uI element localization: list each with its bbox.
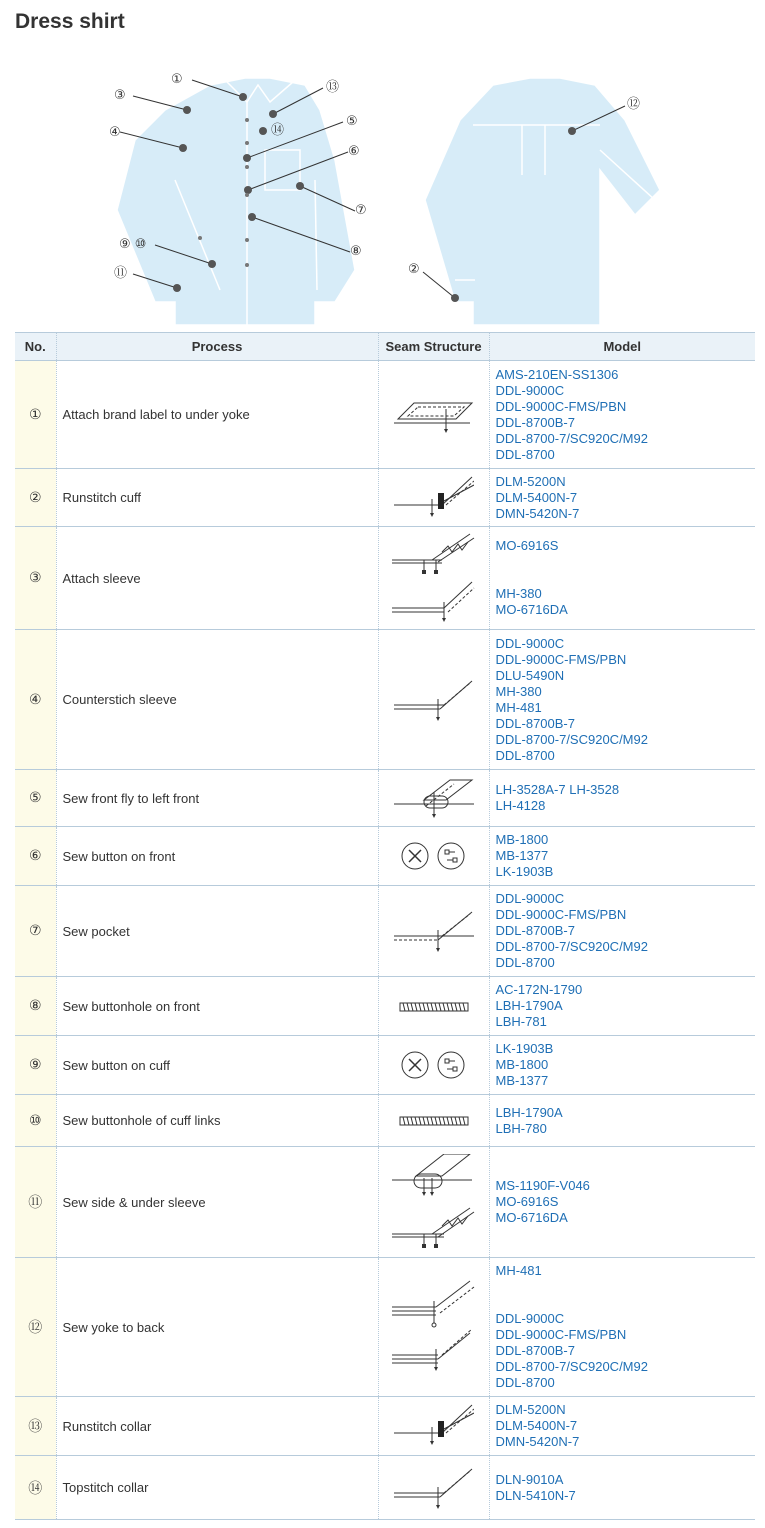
model-cell <box>489 1397 755 1456</box>
callout-4: ④ <box>109 125 121 140</box>
model-link[interactable]: DLN-5410N-7 <box>495 1487 576 1503</box>
row-process: Attach brand label to under yoke <box>56 361 378 469</box>
callout-9-10: ⑨ ⑩ <box>119 237 147 252</box>
model-cell <box>489 770 755 827</box>
model-link[interactable]: MH-481 <box>495 1263 542 1278</box>
model-link[interactable]: DDL-8700 <box>495 747 555 763</box>
callout-12: ⑫ <box>627 97 641 112</box>
buttonhole-icon <box>399 1000 469 1014</box>
model-link[interactable]: MB-1800 <box>495 832 549 847</box>
button-icon <box>399 1050 469 1080</box>
table-header-row <box>15 333 755 361</box>
table-row <box>15 361 755 469</box>
row-process: Counterstich sleeve <box>56 630 378 770</box>
model-link[interactable]: DDL-8700 <box>495 955 555 970</box>
model-cell <box>489 527 755 630</box>
model-link[interactable]: DDL-8700B-7 <box>495 1343 575 1358</box>
model-link[interactable]: MH-481 <box>495 699 542 715</box>
model-link[interactable]: LBH-780 <box>495 1120 547 1136</box>
row-process: Sew pocket <box>56 886 378 977</box>
model-link[interactable]: DLN-9010A <box>495 1471 564 1487</box>
row-no: ① <box>15 361 56 469</box>
seam-cell <box>378 1397 489 1456</box>
table-row <box>15 527 755 630</box>
header-process: Process <box>56 333 378 361</box>
callout-13: ⑬ <box>326 80 340 95</box>
seam-cell <box>378 469 489 527</box>
row-process: Sew yoke to back <box>56 1258 378 1397</box>
row-no: ⑬ <box>15 1397 56 1456</box>
seam-cell <box>378 527 489 630</box>
model-link[interactable]: MS-1190F-V046 <box>495 1178 590 1193</box>
model-link[interactable]: LH-3528A-7 LH-3528 <box>495 782 620 797</box>
model-link[interactable]: DLM-5200N <box>495 473 566 489</box>
model-link[interactable]: AMS-210EN-SS1306 <box>495 366 619 382</box>
model-cell <box>489 469 755 527</box>
overlock-and-felled-seam-icon <box>392 532 476 624</box>
model-link[interactable]: LBH-781 <box>495 1014 547 1029</box>
model-link[interactable]: LK-1903B <box>495 864 554 879</box>
topstitch-seam-icon <box>394 1465 474 1511</box>
header-seam: Seam Structure <box>378 333 489 361</box>
row-process: Sew button on cuff <box>56 1036 378 1095</box>
model-link[interactable]: LK-1903B <box>495 1041 554 1056</box>
row-no: ⑨ <box>15 1036 56 1095</box>
row-no: ⑪ <box>15 1147 56 1258</box>
runstitch-seam-icon <box>394 1403 474 1449</box>
seam-cell <box>378 630 489 770</box>
table-row <box>15 977 755 1036</box>
row-process: Sew side & under sleeve <box>56 1147 378 1258</box>
row-process: Sew button on front <box>56 827 378 886</box>
front-fly-seam-icon <box>394 776 474 820</box>
model-cell <box>489 1258 755 1397</box>
model-link[interactable]: LH-4128 <box>495 798 546 813</box>
model-link[interactable]: MB-1377 <box>495 848 549 863</box>
model-cell <box>489 361 755 469</box>
callout-3: ③ <box>114 88 126 103</box>
yoke-seam-icon <box>392 1279 476 1375</box>
row-process: Topstitch collar <box>56 1456 378 1520</box>
buttonhole-icon <box>399 1114 469 1128</box>
row-process: Attach sleeve <box>56 527 378 630</box>
seam-cell <box>378 886 489 977</box>
model-link[interactable]: DDL-8700B-7 <box>495 715 575 731</box>
model-link[interactable]: MH-380 <box>495 586 542 601</box>
table-row <box>15 886 755 977</box>
model-link[interactable]: DDL-8700B-7 <box>495 923 575 938</box>
callout-8: ⑧ <box>350 244 362 259</box>
row-no: ⑤ <box>15 770 56 827</box>
header-model: Model <box>489 333 755 361</box>
topstitch-seam-icon <box>394 677 474 723</box>
seam-cell <box>378 770 489 827</box>
model-link[interactable]: DDL-9000C-FMS/PBN <box>495 1327 627 1342</box>
callout-6: ⑥ <box>348 144 360 159</box>
table-row <box>15 770 755 827</box>
row-no: ③ <box>15 527 56 630</box>
table-row <box>15 1456 755 1520</box>
table-row <box>15 827 755 886</box>
model-link[interactable]: DDL-8700 <box>495 446 555 462</box>
model-link[interactable]: MB-1800 <box>495 1057 549 1072</box>
row-no: ② <box>15 469 56 527</box>
row-no: ⑭ <box>15 1456 56 1520</box>
model-link[interactable]: DLM-5200N <box>495 1402 566 1417</box>
table-row <box>15 469 755 527</box>
row-no: ⑧ <box>15 977 56 1036</box>
table-row <box>15 630 755 770</box>
model-link[interactable]: MB-1377 <box>495 1073 549 1088</box>
callout-7: ⑦ <box>355 203 367 218</box>
model-link[interactable]: DDL-9000C <box>495 891 565 906</box>
model-link[interactable]: DDL-8700-7/SC920C/M92 <box>495 731 648 747</box>
model-link[interactable]: DDL-9000C-FMS/PBN <box>495 907 627 922</box>
model-link[interactable]: DDL-8700-7/SC920C/M92 <box>495 1359 648 1374</box>
button-icon <box>399 841 469 871</box>
model-cell <box>489 1147 755 1258</box>
pocket-seam-icon <box>394 908 474 954</box>
shirt-front <box>117 78 355 325</box>
model-cell <box>489 1036 755 1095</box>
model-cell <box>489 630 755 770</box>
page-title: Dress shirt <box>15 10 125 33</box>
row-process: Sew buttonhole on front <box>56 977 378 1036</box>
model-link[interactable]: DDL-8700 <box>495 1375 555 1390</box>
model-link[interactable]: DDL-9000C-FMS/PBN <box>495 651 627 667</box>
model-link[interactable]: MO-6916S <box>495 1194 559 1209</box>
model-cell <box>489 1095 755 1147</box>
felled-and-overlock-seam-icon <box>392 1154 476 1250</box>
callout-14: ⑭ <box>271 123 285 138</box>
row-no: ⑥ <box>15 827 56 886</box>
table-row <box>15 1095 755 1147</box>
model-link[interactable]: MH-380 <box>495 683 542 699</box>
model-cell <box>489 827 755 886</box>
table-row <box>15 1036 755 1095</box>
model-link[interactable]: DDL-8700B-7 <box>495 414 575 430</box>
row-process: Sew front fly to left front <box>56 770 378 827</box>
model-link[interactable]: DLM-5400N-7 <box>495 489 578 505</box>
model-link[interactable]: DMN-5420N-7 <box>495 1434 580 1449</box>
model-cell <box>489 886 755 977</box>
model-link[interactable]: DDL-8700-7/SC920C/M92 <box>495 939 648 954</box>
callout-2: ② <box>408 262 420 277</box>
seam-cell <box>378 827 489 886</box>
model-cell <box>489 977 755 1036</box>
model-link[interactable]: MO-6716DA <box>495 1210 568 1225</box>
model-link[interactable]: DDL-9000C <box>495 1311 565 1326</box>
model-link[interactable]: DDL-9000C <box>495 635 565 651</box>
model-link[interactable]: DDL-8700-7/SC920C/M92 <box>495 430 648 446</box>
shirt-back <box>425 78 660 325</box>
model-link[interactable]: DLU-5490N <box>495 667 565 683</box>
callout-5: ⑤ <box>346 114 358 129</box>
row-no: ④ <box>15 630 56 770</box>
row-process: Sew buttonhole of cuff links <box>56 1095 378 1147</box>
model-link[interactable]: DDL-9000C <box>495 382 565 398</box>
seam-cell <box>378 1258 489 1397</box>
model-link[interactable]: AC-172N-1790 <box>495 982 583 997</box>
seam-cell <box>378 977 489 1036</box>
model-link[interactable]: MO-6916S <box>495 538 559 553</box>
model-link[interactable]: MO-6716DA <box>495 602 568 617</box>
model-cell <box>489 1456 755 1520</box>
row-no: ⑩ <box>15 1095 56 1147</box>
shirt-illustration <box>15 40 755 332</box>
seam-cell <box>378 1036 489 1095</box>
seam-cell <box>378 1095 489 1147</box>
process-table <box>15 332 755 1520</box>
shirt-diagram <box>15 40 755 332</box>
model-link[interactable]: LBH-1790A <box>495 998 563 1013</box>
callout-11: ⑪ <box>114 266 128 281</box>
header-no: No. <box>15 333 56 361</box>
seam-cell <box>378 361 489 469</box>
model-link[interactable]: LBH-1790A <box>495 1104 563 1120</box>
label-seam-icon <box>394 395 474 435</box>
model-link[interactable]: DDL-9000C-FMS/PBN <box>495 398 627 414</box>
table-row <box>15 1147 755 1258</box>
model-link[interactable]: DLM-5400N-7 <box>495 1418 578 1433</box>
runstitch-seam-icon <box>394 475 474 521</box>
row-no: ⑦ <box>15 886 56 977</box>
row-process: Runstitch cuff <box>56 469 378 527</box>
callout-1: ① <box>171 72 183 87</box>
model-link[interactable]: DMN-5420N-7 <box>495 505 580 521</box>
row-no: ⑫ <box>15 1258 56 1397</box>
row-process: Runstitch collar <box>56 1397 378 1456</box>
seam-cell <box>378 1456 489 1520</box>
seam-cell <box>378 1147 489 1258</box>
table-row <box>15 1258 755 1397</box>
table-row <box>15 1397 755 1456</box>
